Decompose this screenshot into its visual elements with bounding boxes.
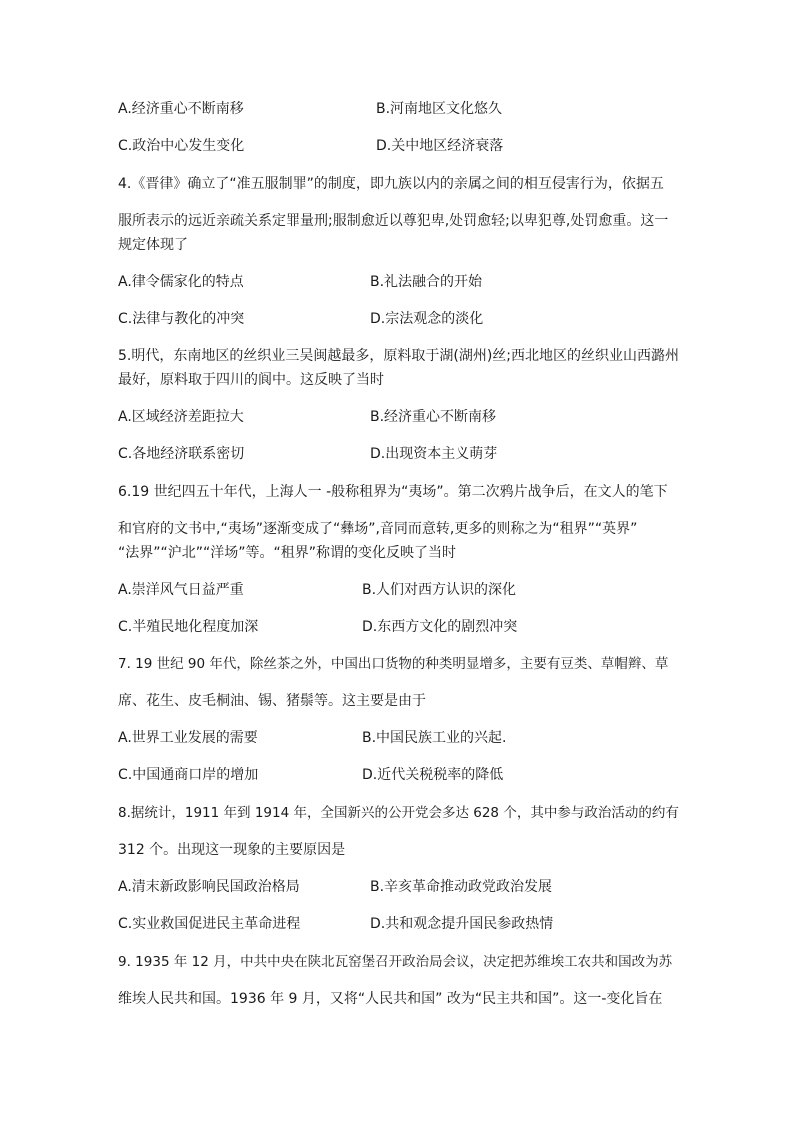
q6-option-a: A.崇洋风气日益严重 (118, 582, 244, 598)
q4-option-a: A.律令儒家化的特点 (118, 274, 244, 290)
q8-stem-line-2: 312 个。出现这一现象的主要原因是 (118, 842, 346, 858)
q6-option-b: B.人们对西方认识的深化 (362, 582, 517, 598)
q5-stem-line-2: 最好，原料取于四川的阆中。这反映了当时 (118, 372, 384, 388)
q5-option-d: D.出现资本主义萌芽 (370, 446, 498, 462)
q6-stem-line-1: 6.19 世纪四五十年代，上海人一 -般称租界为“夷场”。第二次鸦片战争后，在文人的笔下 (118, 484, 668, 500)
q6-option-c: C.半殖民地化程度加深 (118, 619, 259, 635)
q4-option-b: B.礼法融合的开始 (370, 274, 483, 290)
q6-stem-line-3: “法界”“沪北”“洋场”等。“租界”称谓的变化反映了当时 (118, 545, 457, 561)
q8-option-b: B.辛亥革命推动政党政治发展 (370, 879, 553, 895)
q8-option-c: C.实业救国促进民主革命进程 (118, 916, 301, 932)
q8-stem-line-1: 8.据统计，1911 年到 1914 年，全国新兴的公开党会多达 628 个，其中参与政治活动的约有 (118, 805, 679, 821)
q3-option-b: B.河南地区文化悠久 (376, 101, 503, 117)
q5-option-b: B.经济重心不断南移 (370, 409, 497, 425)
q4-stem-line-2: 服所表示的远近亲疏关系定罪量刑;服制愈近以尊犯卑,处罚愈轻;以卑犯尊,处罚愈重。这一 (118, 213, 669, 229)
q7-stem-line-2: 席、花生、皮毛桐油、锡、猪鬃等。这主要是由于 (118, 693, 426, 709)
q7-stem-line-1: 7. 19 世纪 90 年代，除丝茶之外，中国出口货物的种类明显增多，主要有豆类、草帽辫、草 (118, 656, 669, 672)
q5-option-c: C.各地经济联系密切 (118, 446, 245, 462)
q7-option-b: B.中国民族工业的兴起. (362, 730, 507, 746)
q6-stem-line-2: 和官府的文书中,“夷场”逐渐变成了“彝场”,音同而意转,更多的则称之为“租界”“英界” (118, 521, 638, 537)
q3-option-c: C.政治中心发生变化 (118, 138, 245, 154)
q4-option-d: D.宗法观念的淡化 (370, 311, 484, 327)
q5-option-a: A.区域经济差距拉大 (118, 409, 244, 425)
q3-option-a: A.经济重心不断南移 (118, 101, 244, 117)
q5-stem-line-1: 5.明代，东南地区的丝织业三吴闽越最多，原料取于湖(湖州)丝;西北地区的丝织业山西潞州 (118, 348, 679, 364)
q8-option-a: A.清末新政影响民国政治格局 (118, 879, 300, 895)
q3-option-d: D.关中地区经济衰落 (376, 138, 504, 154)
q7-option-a: A.世界工业发展的需要 (118, 730, 258, 746)
q9-stem-line-2: 维埃人民共和国。1936 年 9 月，又将“人民共和国” 改为“民主共和国”。这一-变化旨在 (118, 991, 663, 1007)
q4-option-c: C.法律与教化的冲突 (118, 311, 245, 327)
q4-stem-line-1: 4.《晋律》确立了“准五服制罪”的制度，即九族以内的亲属之间的相互侵害行为，依据五 (118, 176, 664, 192)
q9-stem-line-1: 9. 1935 年 12 月，中共中央在陕北瓦窑堡召开政治局会议，决定把苏维埃工农共和国改为苏 (118, 954, 673, 970)
q7-option-c: C.中国通商口岸的增加 (118, 767, 259, 783)
q4-stem-line-3: 规定体现了 (118, 237, 188, 253)
q7-option-d: D.近代关税税率的降低 (362, 767, 504, 783)
q6-option-d: D.东西方文化的剧烈冲突 (362, 619, 518, 635)
q8-option-d: D.共和观念提升国民参政热情 (370, 916, 554, 932)
